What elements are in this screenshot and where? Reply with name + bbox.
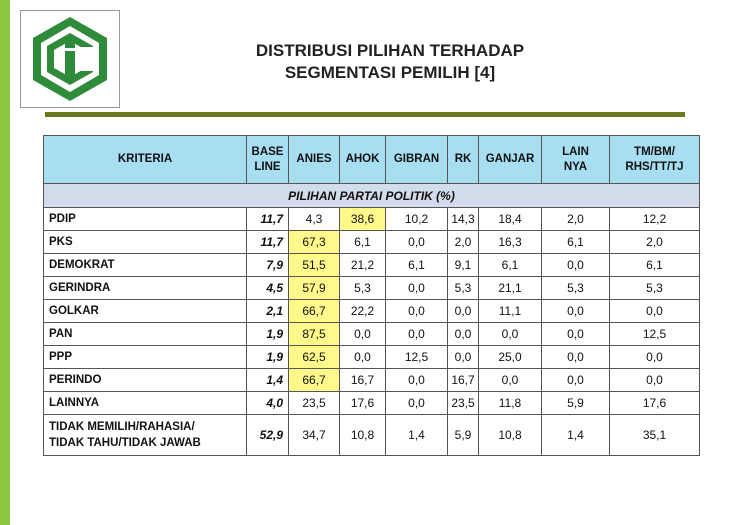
table-cell: 10,8 (479, 415, 542, 456)
table-cell: 17,6 (340, 392, 386, 415)
table-cell: 22,2 (340, 300, 386, 323)
table-row (44, 346, 700, 369)
title-line-1: DISTRIBUSI PILIHAN TERHADAP (255, 41, 525, 60)
table-row (44, 369, 700, 392)
column-header: BASE LINE (247, 136, 289, 184)
table-cell: 5,3 (542, 277, 610, 300)
table-cell: 2,0 (448, 231, 479, 254)
table-cell: 0,0 (542, 254, 610, 277)
row-label: PDIP (44, 208, 247, 231)
row-label: DEMOKRAT (44, 254, 247, 277)
page-title (180, 40, 600, 84)
table-cell: 51,5 (289, 254, 340, 277)
table-cell: 12,5 (610, 323, 700, 346)
table-cell: 38,6 (340, 208, 386, 231)
table-cell: 57,9 (289, 277, 340, 300)
table-cell: 6,1 (610, 254, 700, 277)
column-header: RK (448, 136, 479, 184)
table-cell: 23,5 (448, 392, 479, 415)
table-cell: 7,9 (247, 254, 289, 277)
table-cell: 1,4 (386, 415, 448, 456)
table-header-row (44, 136, 700, 184)
section-label: PILIHAN PARTAI POLITIK (%) (44, 184, 700, 208)
table-cell: 12,2 (610, 208, 700, 231)
table-cell: 14,3 (448, 208, 479, 231)
title-line-2: SEGMENTASI PEMILIH [4] (284, 63, 496, 82)
table-row (44, 254, 700, 277)
table-cell: 0,0 (340, 323, 386, 346)
table-cell: 5,9 (542, 392, 610, 415)
row-label: PKS (44, 231, 247, 254)
table-cell: 0,0 (479, 323, 542, 346)
table-cell: 0,0 (448, 323, 479, 346)
table-cell: 0,0 (542, 300, 610, 323)
table-cell: 66,7 (289, 300, 340, 323)
table-cell: 16,7 (340, 369, 386, 392)
table-cell: 4,5 (247, 277, 289, 300)
table-cell: 5,3 (448, 277, 479, 300)
row-label: TIDAK MEMILIH/RAHASIA/ TIDAK TAHU/TIDAK JAWAB (44, 415, 247, 456)
table-cell: 16,3 (479, 231, 542, 254)
table-cell: 6,1 (386, 254, 448, 277)
table-cell: 1,4 (542, 415, 610, 456)
table-cell: 0,0 (386, 369, 448, 392)
table-cell: 0,0 (610, 369, 700, 392)
table-cell: 35,1 (610, 415, 700, 456)
table-cell: 16,7 (448, 369, 479, 392)
table-cell: 0,0 (386, 277, 448, 300)
table-cell: 2,1 (247, 300, 289, 323)
table-cell: 25,0 (479, 346, 542, 369)
table-cell: 17,6 (610, 392, 700, 415)
table-row (44, 208, 700, 231)
table-row (44, 277, 700, 300)
table-cell: 2,0 (610, 231, 700, 254)
table-cell: 12,5 (386, 346, 448, 369)
table-cell: 0,0 (479, 369, 542, 392)
table-cell: 67,3 (289, 231, 340, 254)
table-row (44, 323, 700, 346)
table-cell: 52,9 (247, 415, 289, 456)
table-cell: 0,0 (386, 323, 448, 346)
title-divider (45, 112, 685, 117)
table-cell: 10,8 (340, 415, 386, 456)
table-cell: 6,1 (542, 231, 610, 254)
column-header: AHOK (340, 136, 386, 184)
table-cell: 23,5 (289, 392, 340, 415)
table-cell: 21,1 (479, 277, 542, 300)
table-cell: 9,1 (448, 254, 479, 277)
column-header: GANJAR (479, 136, 542, 184)
row-label: LAINNYA (44, 392, 247, 415)
logo (20, 10, 120, 108)
column-header: GIBRAN (386, 136, 448, 184)
table-cell: 0,0 (386, 392, 448, 415)
table-cell: 0,0 (386, 231, 448, 254)
table-cell: 0,0 (542, 323, 610, 346)
table-cell: 11,7 (247, 231, 289, 254)
table-cell: 2,0 (542, 208, 610, 231)
table-cell: 1,9 (247, 323, 289, 346)
table-cell: 0,0 (542, 346, 610, 369)
row-label: PAN (44, 323, 247, 346)
table-cell: 4,3 (289, 208, 340, 231)
table-cell: 66,7 (289, 369, 340, 392)
table-row (44, 231, 700, 254)
table-cell: 18,4 (479, 208, 542, 231)
section-row (44, 184, 700, 208)
table-cell: 11,1 (479, 300, 542, 323)
table-cell: 4,0 (247, 392, 289, 415)
column-header: LAIN NYA (542, 136, 610, 184)
results-table (43, 135, 700, 456)
table-cell: 5,3 (610, 277, 700, 300)
table-cell: 87,5 (289, 323, 340, 346)
table-cell: 11,7 (247, 208, 289, 231)
table-cell: 6,1 (479, 254, 542, 277)
row-label: PPP (44, 346, 247, 369)
table-cell: 0,0 (610, 300, 700, 323)
table-cell: 5,9 (448, 415, 479, 456)
row-label: GERINDRA (44, 277, 247, 300)
table-row (44, 300, 700, 323)
side-accent-bar (0, 0, 10, 525)
table-cell: 1,4 (247, 369, 289, 392)
column-header: ANIES (289, 136, 340, 184)
column-header: TM/BM/ RHS/TT/TJ (610, 136, 700, 184)
table-cell: 34,7 (289, 415, 340, 456)
table-row (44, 392, 700, 415)
table-cell: 0,0 (448, 346, 479, 369)
table-cell: 0,0 (610, 346, 700, 369)
table-cell: 21,2 (340, 254, 386, 277)
table-cell: 0,0 (340, 346, 386, 369)
table-cell: 0,0 (542, 369, 610, 392)
table-cell: 0,0 (448, 300, 479, 323)
row-label: GOLKAR (44, 300, 247, 323)
table-cell: 11,8 (479, 392, 542, 415)
row-label: PERINDO (44, 369, 247, 392)
column-header: KRITERIA (44, 136, 247, 184)
table-cell: 5,3 (340, 277, 386, 300)
table-cell: 62,5 (289, 346, 340, 369)
table-cell: 0,0 (386, 300, 448, 323)
table-cell: 10,2 (386, 208, 448, 231)
logo-icon (21, 11, 119, 107)
table-cell: 6,1 (340, 231, 386, 254)
table-cell: 1,9 (247, 346, 289, 369)
table-row (44, 415, 700, 456)
